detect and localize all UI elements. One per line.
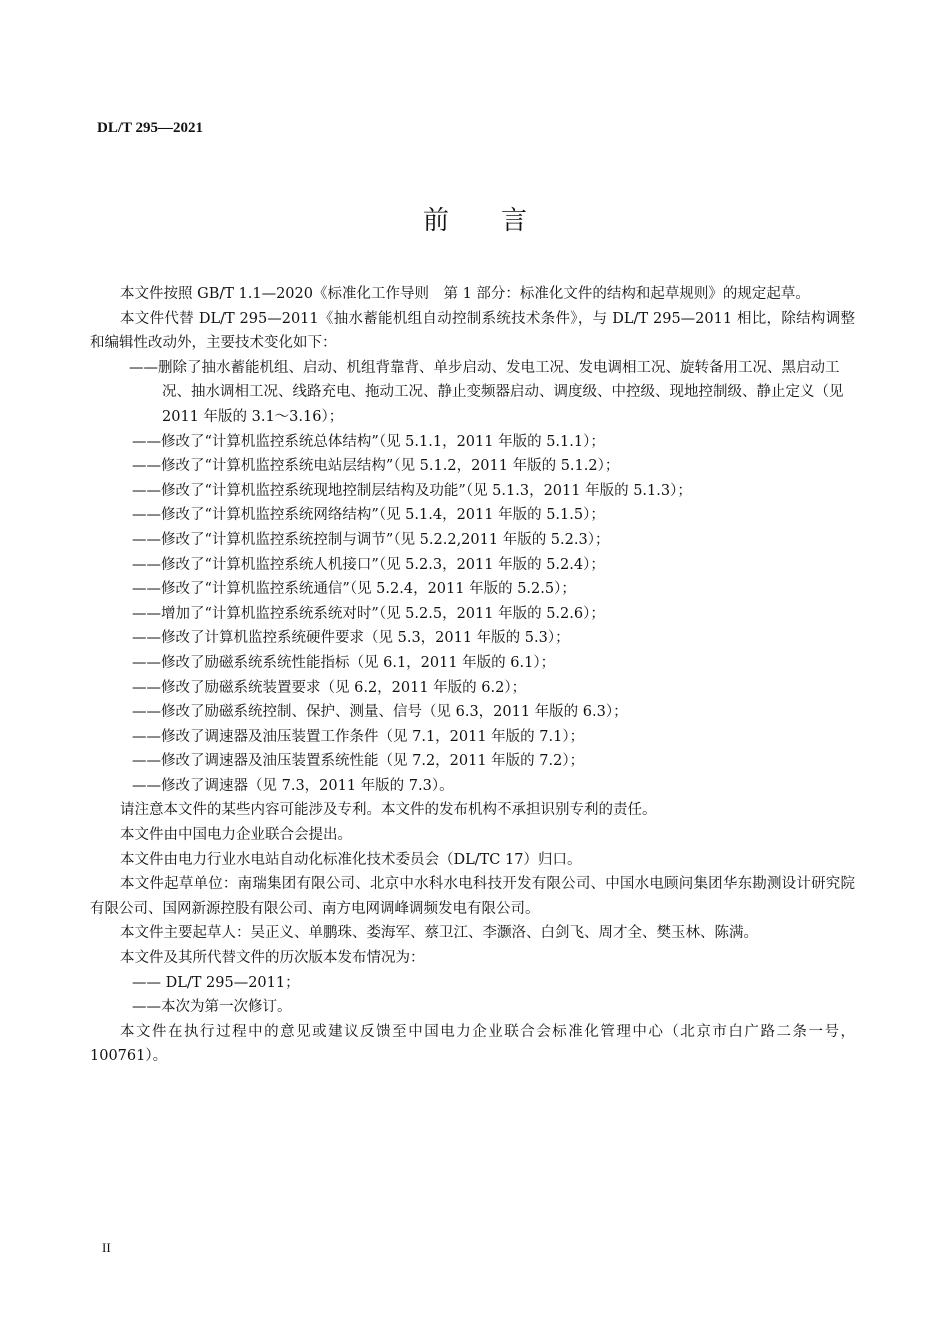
page-number: II <box>102 1240 111 1255</box>
change-item: ——修改了励磁系统系统性能指标（见 6.1，2011 年版的 6.1）； <box>132 654 556 671</box>
change-item: ——修改了“计算机监控系统人机接口”（见 5.2.3，2011 年版的 5.2.4）； <box>132 556 605 573</box>
change-item: ——修改了“计算机监控系统现地控制层结构及功能”（见 5.1.3，2011 年版的 5.1.3）； <box>132 482 692 499</box>
history-item: ——本次为第一次修订。 <box>132 999 292 1016</box>
change-item: ——修改了调速器（见 7.3，2011 年版的 7.3）。 <box>132 777 454 794</box>
change-item: ——修改了调速器及油压装置工作条件（见 7.1，2011 年版的 7.1）； <box>132 728 585 745</box>
change-item: ——删除了抽水蓄能机组、启动、机组背靠背、单步启动、发电工况、发电调相工况、旋转备用工况、黑启动工况、抽水调相工况、线路充电、拖动工况、静止变频器启动、调度级、中控级、现地控制级、静止定义（见 2011 年版的 3.1～3.16）； <box>129 359 844 425</box>
paragraph-replaces: 本文件代替 DL/T 295—2011《抽水蓄能机组自动控制系统技术条件》，与 DL/T 295—2011 相比，除结构调整和编辑性改动外，主要技术变化如下： <box>90 310 855 352</box>
paragraph-proposer: 本文件由中国电力企业联合会提出。 <box>120 827 352 844</box>
document-body <box>90 282 855 1069</box>
history-item: —— DL/T 295—2011； <box>132 974 300 991</box>
change-item: ——修改了计算机监控系统硬件要求（见 5.3，2011 年版的 5.3）； <box>132 630 570 647</box>
change-item: ——修改了励磁系统控制、保护、测量、信号（见 6.3，2011 年版的 6.3）； <box>132 704 628 721</box>
paragraph-drafters: 本文件主要起草人：吴正义、单鹏珠、娄海军、蔡卫江、李灏洛、白剑飞、周才全、樊玉林、陈满。 <box>120 925 758 942</box>
change-item: ——修改了“计算机监控系统网络结构”（见 5.1.4，2011 年版的 5.1.5）； <box>132 507 605 524</box>
document-code: DL/T 295—2021 <box>97 120 203 136</box>
paragraph-drafting-rules: 本文件按照 GB/T 1.1—2020《标准化工作导则 第 1 部分：标准化文件的结构和起草规则》的规定起草。 <box>120 286 810 302</box>
page-title: 前言 <box>422 206 579 236</box>
paragraph-drafting-units: 本文件起草单位：南瑞集团有限公司、北京中水科水电科技开发有限公司、中国水电顾问集团华东勘测设计研究院有限公司、国网新源控股有限公司、南方电网调峰调频发电有限公司。 <box>90 876 855 917</box>
change-item: ——修改了“计算机监控系统电站层结构”（见 5.1.2，2011 年版的 5.1.2）； <box>132 458 620 475</box>
paragraph-feedback: 本文件在执行过程中的意见或建议反馈至中国电力企业联合会标准化管理中心（北京市白广路二条一号，100761）。 <box>90 1023 855 1065</box>
paragraph-committee: 本文件由电力行业水电站自动化标准化技术委员会（DL/TC 17）归口。 <box>120 851 582 868</box>
paragraph-history-intro: 本文件及其所代替文件的历次版本发布情况为： <box>120 950 425 967</box>
change-item: ——修改了励磁系统装置要求（见 6.2，2011 年版的 6.2）； <box>132 679 527 696</box>
change-item: ——修改了“计算机监控系统控制与调节”（见 5.2.2,2011 年版的 5.2.3）； <box>132 531 610 548</box>
change-item: ——增加了“计算机监控系统系统对时”（见 5.2.5，2011 年版的 5.2.6）； <box>132 605 605 622</box>
change-item: ——修改了“计算机监控系统总体结构”（见 5.1.1，2011 年版的 5.1.1）； <box>132 433 605 450</box>
paragraph-patent: 请注意本文件的某些内容可能涉及专利。本文件的发布机构不承担识别专利的责任。 <box>120 802 657 819</box>
change-item: ——修改了“计算机监控系统通信”（见 5.2.4，2011 年版的 5.2.5）； <box>132 581 576 598</box>
change-item: ——修改了调速器及油压装置系统性能（见 7.2，2011 年版的 7.2）； <box>132 753 585 770</box>
